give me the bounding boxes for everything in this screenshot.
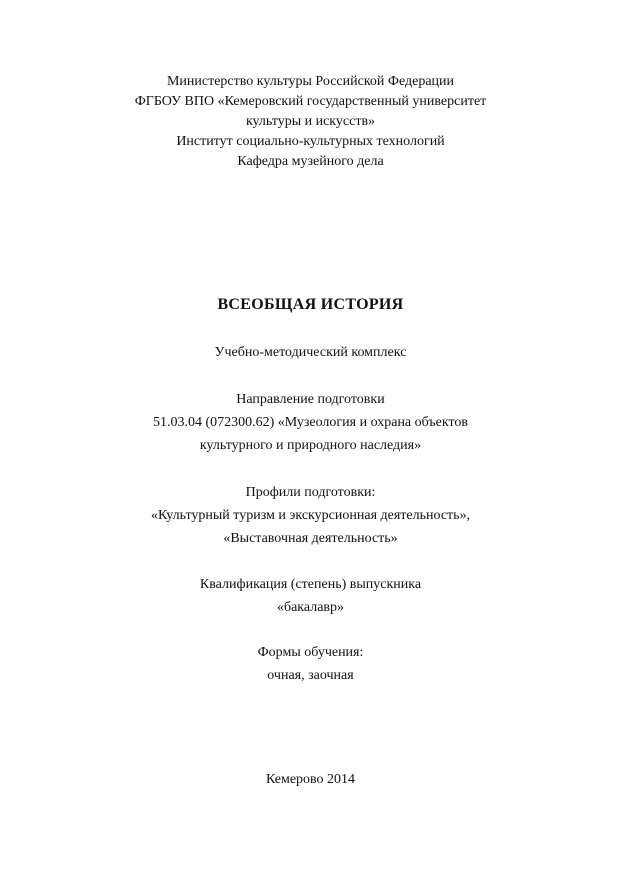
department-line: Кафедра музейного дела bbox=[237, 154, 384, 169]
direction-label: Направление подготовки bbox=[236, 392, 385, 407]
document-title: ВСЕОБЩАЯ ИСТОРИЯ bbox=[217, 296, 404, 313]
institute-line: Институт социально-культурных технологий bbox=[176, 134, 445, 149]
university-line-2: культуры и искусств» bbox=[245, 114, 376, 129]
direction-line: культурного и природного наследия» bbox=[199, 438, 422, 453]
study-forms-value: очная, заочная bbox=[267, 668, 354, 683]
direction-line: 51.03.04 (072300.62) «Музеология и охрана объектов bbox=[152, 415, 469, 430]
qualification-value: «бакалавр» bbox=[276, 600, 345, 615]
study-forms-label: Формы обучения: bbox=[257, 645, 364, 660]
profiles-label: Профили подготовки: bbox=[245, 485, 376, 500]
profile-line: «Выставочная деятельность» bbox=[223, 531, 398, 546]
qualification-label: Квалификация (степень) выпускника bbox=[199, 577, 422, 592]
profile-line: «Культурный туризм и экскурсионная деятельность», bbox=[150, 508, 471, 523]
ministry-line: Министерство культуры Российской Федерации bbox=[166, 74, 455, 89]
place-year: Кемерово 2014 bbox=[265, 772, 356, 787]
university-line: ФГБОУ ВПО «Кемеровский государственный университет bbox=[134, 94, 487, 109]
document-subtitle: Учебно-методический комплекс bbox=[214, 345, 407, 360]
